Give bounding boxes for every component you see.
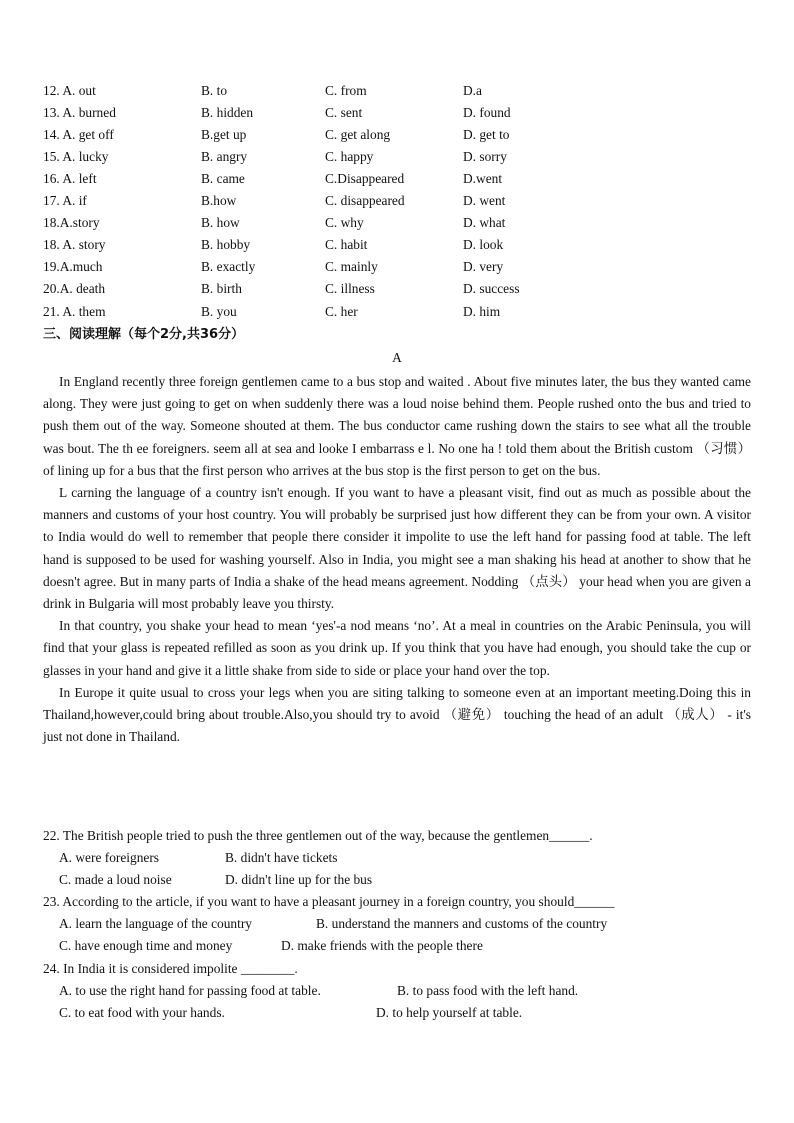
option-c: C. to eat food with your hands. <box>59 1005 225 1020</box>
option-a: 17. A. if <box>43 193 87 208</box>
option-row-20 <box>43 279 743 299</box>
option-c: C. disappeared <box>325 193 405 208</box>
option-row-13 <box>43 103 743 123</box>
question-24 <box>43 958 751 1024</box>
option-d: D. make friends with the people there <box>281 938 483 953</box>
option-d: D.went <box>463 171 503 186</box>
option-d: D. success <box>463 281 520 296</box>
option-row-12 <box>43 81 743 101</box>
paragraph: In Europe it quite usual to cross your legs when you are siting talking to someone even at an important meeting.Doing this in Thailand,however,could bring about trouble.Also,you should try to avoid （避免） touching the head of an adult （成人） - it's just not done in Thailand. <box>43 684 751 745</box>
option-a: 15. A. lucky <box>43 149 109 164</box>
option-row-16 <box>43 169 743 189</box>
option-a: 18.A.story <box>43 215 100 230</box>
option-a: 20.A. death <box>43 281 106 296</box>
option-b: B. didn't have tickets <box>225 850 338 865</box>
option-a: 14. A. get off <box>43 127 114 142</box>
question-stem: 22. The British people tried to push the three gentlemen out of the way, because the gentlemen______. <box>43 828 593 843</box>
option-d: D. very <box>463 259 504 274</box>
option-b: B. exactly <box>201 259 256 274</box>
option-d: D. to help yourself at table. <box>376 1005 523 1020</box>
option-d: D. him <box>463 304 501 319</box>
option-b: B.how <box>201 193 237 208</box>
option-row-18a <box>43 213 743 233</box>
option-c: C.Disappeared <box>325 171 405 186</box>
option-c: C. why <box>325 215 364 230</box>
option-b: B. angry <box>201 149 248 164</box>
option-b: B. to <box>201 83 228 98</box>
option-a: 21. A. them <box>43 304 106 319</box>
option-c: C. illness <box>325 281 375 296</box>
option-row-18b <box>43 235 743 255</box>
option-b: B. hidden <box>201 105 254 120</box>
option-c: C. sent <box>325 105 363 120</box>
option-b: B.get up <box>201 127 247 142</box>
section-title: 三、阅读理解（每个2分,共36分） <box>43 327 245 342</box>
option-a: A. learn the language of the country <box>59 916 252 931</box>
option-d: D. found <box>463 105 511 120</box>
option-a: A. were foreigners <box>59 850 160 865</box>
question-22 <box>43 825 751 891</box>
question-23 <box>43 891 751 957</box>
option-a: A. to use the right hand for passing food at table. <box>59 983 321 998</box>
option-row-19 <box>43 257 743 277</box>
option-c: C. habit <box>325 237 368 252</box>
option-d: D. get to <box>463 127 510 142</box>
option-b: B. to pass food with the left hand. <box>397 983 579 998</box>
option-b: B. you <box>201 304 237 319</box>
reading-passage <box>43 371 751 748</box>
option-b: B. hobby <box>201 237 251 252</box>
option-b: B. how <box>201 215 240 230</box>
option-d: D. sorry <box>463 149 507 164</box>
option-c: C. have enough time and money <box>59 938 233 953</box>
question-options <box>43 935 751 957</box>
option-c: C. from <box>325 83 367 98</box>
option-d: D. what <box>463 215 506 230</box>
option-b: B. understand the manners and customs of the country <box>316 916 608 931</box>
option-d: D. look <box>463 237 504 252</box>
question-stem: 23. According to the article, if you want to have a pleasant journey in a foreign country, you should______ <box>43 894 615 909</box>
option-row-14 <box>43 125 743 145</box>
question-stem: 24. In India it is considered impolite ________. <box>43 961 298 976</box>
option-row-15 <box>43 147 743 167</box>
option-c: C. mainly <box>325 259 378 274</box>
question-options <box>43 913 751 935</box>
option-a: 16. A. left <box>43 171 97 186</box>
option-row-21 <box>43 302 743 322</box>
question-options <box>43 869 751 891</box>
question-options <box>43 1002 751 1024</box>
option-c: C. made a loud noise <box>59 872 172 887</box>
option-a: 12. A. out <box>43 83 96 98</box>
option-c: C. happy <box>325 149 374 164</box>
paragraph: In England recently three foreign gentlemen came to a bus stop and waited . About five minutes later, the bus they wanted came along. They were just going to get on when suddenly there was a loud noise behind them. People rushed onto the bus and tried to push them out of the way. Someone shouted at them. The bus conductor came rushing down the stairs to see what all the trouble was bout. The th ee foreigners. seem all at sea and looke I embarrass e l. No one ha ! told them about the British custom （习惯） of lining up for a bus that the first person who arrives at the bus stop is the first person to get on the bus. <box>43 374 751 478</box>
option-a: 18. A. story <box>43 237 106 252</box>
option-a: 19.A.much <box>43 259 103 274</box>
option-d: D. went <box>463 193 506 208</box>
option-b: B. birth <box>201 281 242 296</box>
option-row-17 <box>43 191 743 211</box>
passage-label: A <box>392 350 402 365</box>
option-c: C. her <box>325 304 358 319</box>
option-a: 13. A. burned <box>43 105 116 120</box>
option-d: D. didn't line up for the bus <box>225 872 373 887</box>
option-c: C. get along <box>325 127 391 142</box>
paragraph: In that country, you shake your head to mean ‘yes'-a nod means ‘no’. At a meal in countries on the Arabic Peninsula, you will find that your glass is repeated refilled as soon as you drink up. If you think that you have had enough, you should take the cup or glasses in your hand and give it a little shake from side to side or place your hand over the top. <box>43 618 751 678</box>
option-b: B. came <box>201 171 245 186</box>
question-options <box>43 847 751 869</box>
option-d: D.a <box>463 83 482 98</box>
paragraph: L carning the language of a country isn't enough. If you want to have a pleasant visit, find out as much as possible about the manners and customs of your host country. You will probably be surprised just how different they can be from your own. A visitor to India would do well to remember that people there consider it impolite to use the left hand for passing food at table. The left hand is supposed to be used for washing yourself. Also in India, you might see a man shaking his head at another to show that he doesn't agree. But in many parts of India a shake of the head means agreement. Nodding （点头） your head when you are given a drink in Bulgaria will most probably leave you thirsty. <box>43 485 751 612</box>
question-options <box>43 980 751 1002</box>
